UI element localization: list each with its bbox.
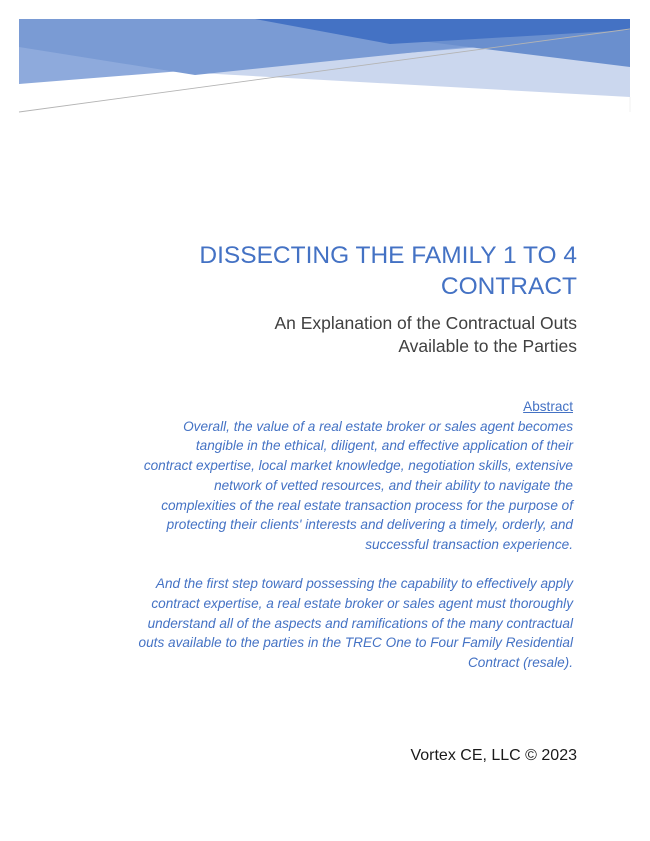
- cover-title-block: [157, 240, 577, 358]
- document-subtitle: [157, 312, 577, 358]
- title-line: CONTRACT: [440, 273, 577, 300]
- abstract-line: tangible in the ethical, diligent, and effective application of their: [195, 438, 573, 454]
- abstract-section: [103, 397, 573, 673]
- subtitle-line: An Explanation of the Contractual Outs: [274, 313, 577, 333]
- abstract-line: protecting their clients' interests and delivering a timely, orderly, and: [166, 517, 573, 533]
- abstract-line: complexities of the real estate transaction process for the purpose of: [161, 497, 573, 513]
- abstract-line: And the first step toward possessing the capability to effectively apply: [155, 576, 573, 592]
- abstract-paragraph: [103, 417, 573, 555]
- abstract-line: outs available to the parties in the TREC One to Four Family Residential: [138, 635, 573, 651]
- abstract-paragraph: [103, 574, 573, 673]
- abstract-heading: Abstract: [523, 399, 573, 414]
- header-banner: [0, 0, 650, 130]
- abstract-line: network of vetted resources, and their ability to navigate the: [214, 477, 573, 493]
- abstract-line: Overall, the value of a real estate broker or sales agent becomes: [183, 418, 573, 434]
- copyright-footer: Vortex CE, LLC © 2023: [410, 747, 577, 764]
- document-title: [157, 240, 577, 302]
- abstract-line: understand all of the aspects and ramifications of the many contractual: [147, 615, 573, 631]
- abstract-line: successful transaction experience.: [365, 536, 573, 552]
- abstract-line: Contract (resale).: [467, 655, 573, 671]
- subtitle-line: Available to the Parties: [398, 336, 577, 356]
- abstract-line: contract expertise, local market knowledge, negotiation skills, extensive: [143, 458, 573, 474]
- title-line: DISSECTING THE FAMILY 1 TO 4: [199, 242, 577, 269]
- abstract-line: contract expertise, a real estate broker or sales agent must thoroughly: [151, 596, 573, 612]
